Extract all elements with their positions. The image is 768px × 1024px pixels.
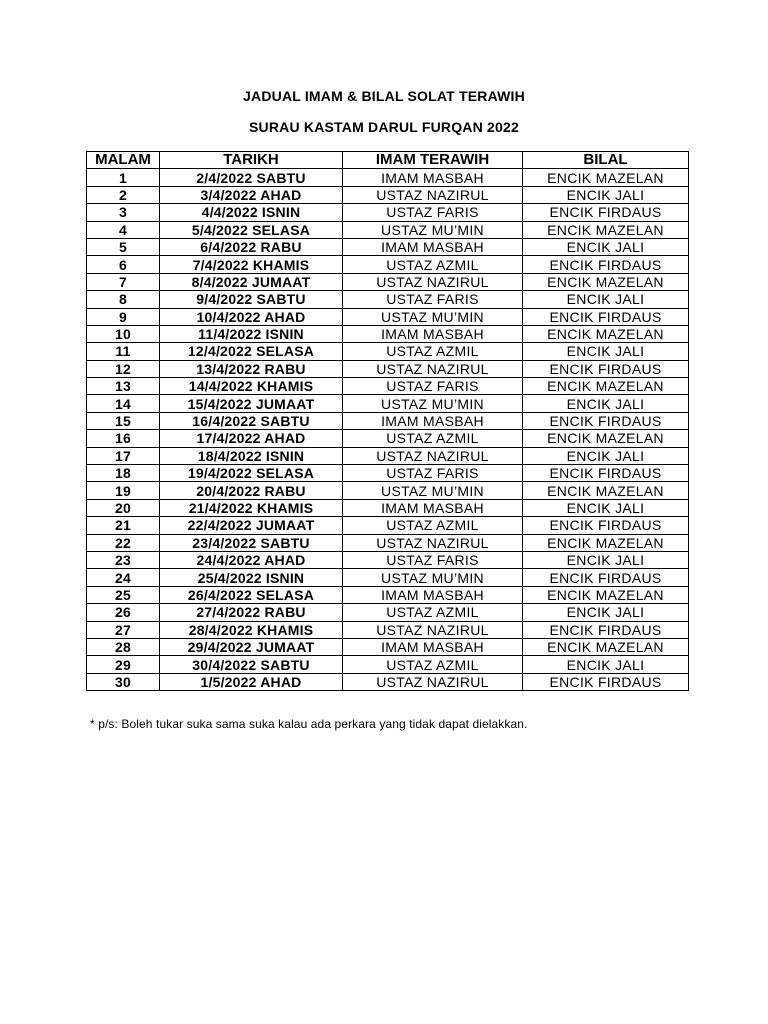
- table-row: [87, 638, 689, 655]
- cell-imam-terawih: USTAZ NAZIRUL: [343, 360, 523, 377]
- document-subtitle: SURAU KASTAM DARUL FURQAN 2022: [249, 119, 519, 135]
- cell-malam: 14: [87, 395, 160, 412]
- table-row: [87, 221, 689, 238]
- cell-bilal: ENCIK FIRDAUS: [523, 569, 689, 586]
- header-tarikh: TARIKH: [160, 152, 343, 169]
- cell-tarikh: 11/4/2022 ISNIN: [160, 325, 343, 342]
- header-bilal: BILAL: [523, 152, 689, 169]
- cell-tarikh: 9/4/2022 SABTU: [160, 291, 343, 308]
- table-row: [87, 656, 689, 673]
- cell-bilal: ENCIK MAZELAN: [523, 482, 689, 499]
- cell-malam: 9: [87, 308, 160, 325]
- cell-tarikh: 22/4/2022 JUMAAT: [160, 517, 343, 534]
- table-row: [87, 360, 689, 377]
- cell-imam-terawih: USTAZ AZMIL: [343, 430, 523, 447]
- cell-bilal: ENCIK JALI: [523, 238, 689, 255]
- cell-malam: 21: [87, 517, 160, 534]
- cell-malam: 15: [87, 412, 160, 429]
- cell-malam: 8: [87, 291, 160, 308]
- cell-malam: 16: [87, 430, 160, 447]
- cell-imam-terawih: USTAZ NAZIRUL: [343, 273, 523, 290]
- table-row: [87, 482, 689, 499]
- cell-imam-terawih: USTAZ NAZIRUL: [343, 673, 523, 690]
- cell-tarikh: 15/4/2022 JUMAAT: [160, 395, 343, 412]
- cell-imam-terawih: USTAZ AZMIL: [343, 604, 523, 621]
- cell-imam-terawih: USTAZ MU’MIN: [343, 395, 523, 412]
- cell-imam-terawih: USTAZ NAZIRUL: [343, 621, 523, 638]
- cell-malam: 6: [87, 256, 160, 273]
- cell-bilal: ENCIK MAZELAN: [523, 378, 689, 395]
- table-row: [87, 238, 689, 255]
- cell-imam-terawih: USTAZ MU’MIN: [343, 221, 523, 238]
- cell-imam-terawih: USTAZ FARIS: [343, 465, 523, 482]
- cell-tarikh: 28/4/2022 KHAMIS: [160, 621, 343, 638]
- cell-bilal: ENCIK MAZELAN: [523, 273, 689, 290]
- cell-imam-terawih: USTAZ AZMIL: [343, 343, 523, 360]
- table-row: [87, 395, 689, 412]
- table-row: [87, 256, 689, 273]
- cell-malam: 18: [87, 465, 160, 482]
- cell-tarikh: 26/4/2022 SELASA: [160, 586, 343, 603]
- table-header-row: [87, 152, 689, 169]
- cell-bilal: ENCIK JALI: [523, 395, 689, 412]
- cell-bilal: ENCIK JALI: [523, 343, 689, 360]
- table-row: [87, 551, 689, 568]
- cell-tarikh: 13/4/2022 RABU: [160, 360, 343, 377]
- table-row: [87, 517, 689, 534]
- cell-bilal: ENCIK FIRDAUS: [523, 360, 689, 377]
- cell-imam-terawih: IMAM MASBAH: [343, 499, 523, 516]
- table-row: [87, 569, 689, 586]
- cell-malam: 28: [87, 638, 160, 655]
- cell-bilal: ENCIK JALI: [523, 186, 689, 203]
- table-row: [87, 186, 689, 203]
- cell-malam: 30: [87, 673, 160, 690]
- cell-tarikh: 8/4/2022 JUMAAT: [160, 273, 343, 290]
- table-row: [87, 308, 689, 325]
- cell-tarikh: 6/4/2022 RABU: [160, 238, 343, 255]
- table-row: [87, 673, 689, 690]
- table-row: [87, 465, 689, 482]
- table-row: [87, 325, 689, 342]
- cell-malam: 24: [87, 569, 160, 586]
- cell-imam-terawih: IMAM MASBAH: [343, 638, 523, 655]
- cell-imam-terawih: IMAM MASBAH: [343, 412, 523, 429]
- cell-bilal: ENCIK MAZELAN: [523, 638, 689, 655]
- cell-imam-terawih: USTAZ NAZIRUL: [343, 447, 523, 464]
- cell-tarikh: 10/4/2022 AHAD: [160, 308, 343, 325]
- cell-bilal: ENCIK JALI: [523, 447, 689, 464]
- header-imam-terawih: IMAM TERAWIH: [343, 152, 523, 169]
- cell-tarikh: 25/4/2022 ISNIN: [160, 569, 343, 586]
- cell-imam-terawih: IMAM MASBAH: [343, 238, 523, 255]
- cell-malam: 17: [87, 447, 160, 464]
- cell-bilal: ENCIK MAZELAN: [523, 586, 689, 603]
- cell-malam: 27: [87, 621, 160, 638]
- cell-malam: 26: [87, 604, 160, 621]
- cell-tarikh: 20/4/2022 RABU: [160, 482, 343, 499]
- table-row: [87, 378, 689, 395]
- cell-bilal: ENCIK JALI: [523, 551, 689, 568]
- table-row: [87, 534, 689, 551]
- cell-malam: 11: [87, 343, 160, 360]
- cell-malam: 4: [87, 221, 160, 238]
- cell-malam: 7: [87, 273, 160, 290]
- cell-tarikh: 14/4/2022 KHAMIS: [160, 378, 343, 395]
- cell-tarikh: 18/4/2022 ISNIN: [160, 447, 343, 464]
- cell-malam: 2: [87, 186, 160, 203]
- cell-tarikh: 27/4/2022 RABU: [160, 604, 343, 621]
- cell-imam-terawih: USTAZ AZMIL: [343, 517, 523, 534]
- cell-tarikh: 1/5/2022 AHAD: [160, 673, 343, 690]
- table-row: [87, 586, 689, 603]
- cell-bilal: ENCIK FIRDAUS: [523, 621, 689, 638]
- cell-malam: 5: [87, 238, 160, 255]
- cell-bilal: ENCIK JALI: [523, 656, 689, 673]
- cell-tarikh: 19/4/2022 SELASA: [160, 465, 343, 482]
- table-row: [87, 604, 689, 621]
- table-row: [87, 343, 689, 360]
- table-row: [87, 204, 689, 221]
- cell-malam: 25: [87, 586, 160, 603]
- table-row: [87, 412, 689, 429]
- cell-imam-terawih: USTAZ AZMIL: [343, 656, 523, 673]
- table-row: [87, 430, 689, 447]
- cell-bilal: ENCIK FIRDAUS: [523, 256, 689, 273]
- cell-malam: 20: [87, 499, 160, 516]
- cell-bilal: ENCIK FIRDAUS: [523, 204, 689, 221]
- cell-malam: 1: [87, 169, 160, 186]
- cell-tarikh: 23/4/2022 SABTU: [160, 534, 343, 551]
- cell-bilal: ENCIK FIRDAUS: [523, 308, 689, 325]
- cell-imam-terawih: USTAZ MU’MIN: [343, 308, 523, 325]
- cell-imam-terawih: USTAZ FARIS: [343, 291, 523, 308]
- cell-tarikh: 21/4/2022 KHAMIS: [160, 499, 343, 516]
- cell-tarikh: 24/4/2022 AHAD: [160, 551, 343, 568]
- cell-malam: 19: [87, 482, 160, 499]
- cell-imam-terawih: USTAZ NAZIRUL: [343, 534, 523, 551]
- cell-malam: 29: [87, 656, 160, 673]
- cell-malam: 12: [87, 360, 160, 377]
- cell-bilal: ENCIK MAZELAN: [523, 169, 689, 186]
- table-row: [87, 291, 689, 308]
- cell-malam: 10: [87, 325, 160, 342]
- schedule-table-body: [87, 169, 689, 691]
- cell-imam-terawih: IMAM MASBAH: [343, 586, 523, 603]
- cell-imam-terawih: USTAZ AZMIL: [343, 256, 523, 273]
- cell-bilal: ENCIK FIRDAUS: [523, 465, 689, 482]
- cell-imam-terawih: IMAM MASBAH: [343, 169, 523, 186]
- cell-imam-terawih: USTAZ MU’MIN: [343, 482, 523, 499]
- table-row: [87, 499, 689, 516]
- cell-imam-terawih: USTAZ NAZIRUL: [343, 186, 523, 203]
- cell-imam-terawih: IMAM MASBAH: [343, 325, 523, 342]
- cell-tarikh: 7/4/2022 KHAMIS: [160, 256, 343, 273]
- schedule-table: [86, 151, 689, 691]
- cell-bilal: ENCIK MAZELAN: [523, 534, 689, 551]
- cell-tarikh: 29/4/2022 JUMAAT: [160, 638, 343, 655]
- cell-tarikh: 4/4/2022 ISNIN: [160, 204, 343, 221]
- cell-bilal: ENCIK FIRDAUS: [523, 412, 689, 429]
- footnote: * p/s: Boleh tukar suka sama suka kalau ada perkara yang tidak dapat dielakkan.: [90, 717, 528, 731]
- cell-malam: 22: [87, 534, 160, 551]
- cell-bilal: ENCIK JALI: [523, 499, 689, 516]
- cell-imam-terawih: USTAZ MU’MIN: [343, 569, 523, 586]
- cell-tarikh: 2/4/2022 SABTU: [160, 169, 343, 186]
- cell-malam: 3: [87, 204, 160, 221]
- cell-bilal: ENCIK JALI: [523, 604, 689, 621]
- cell-tarikh: 16/4/2022 SABTU: [160, 412, 343, 429]
- table-row: [87, 273, 689, 290]
- cell-bilal: ENCIK JALI: [523, 291, 689, 308]
- cell-bilal: ENCIK MAZELAN: [523, 221, 689, 238]
- table-row: [87, 621, 689, 638]
- cell-tarikh: 3/4/2022 AHAD: [160, 186, 343, 203]
- cell-tarikh: 5/4/2022 SELASA: [160, 221, 343, 238]
- cell-malam: 13: [87, 378, 160, 395]
- cell-tarikh: 17/4/2022 AHAD: [160, 430, 343, 447]
- cell-bilal: ENCIK MAZELAN: [523, 325, 689, 342]
- table-row: [87, 447, 689, 464]
- cell-imam-terawih: USTAZ FARIS: [343, 204, 523, 221]
- table-row: [87, 169, 689, 186]
- cell-bilal: ENCIK MAZELAN: [523, 430, 689, 447]
- cell-tarikh: 30/4/2022 SABTU: [160, 656, 343, 673]
- cell-bilal: ENCIK FIRDAUS: [523, 517, 689, 534]
- cell-imam-terawih: USTAZ FARIS: [343, 378, 523, 395]
- header-malam: MALAM: [87, 152, 160, 169]
- cell-imam-terawih: USTAZ FARIS: [343, 551, 523, 568]
- cell-tarikh: 12/4/2022 SELASA: [160, 343, 343, 360]
- cell-malam: 23: [87, 551, 160, 568]
- cell-bilal: ENCIK FIRDAUS: [523, 673, 689, 690]
- document-title: JADUAL IMAM & BILAL SOLAT TERAWIH: [243, 88, 525, 104]
